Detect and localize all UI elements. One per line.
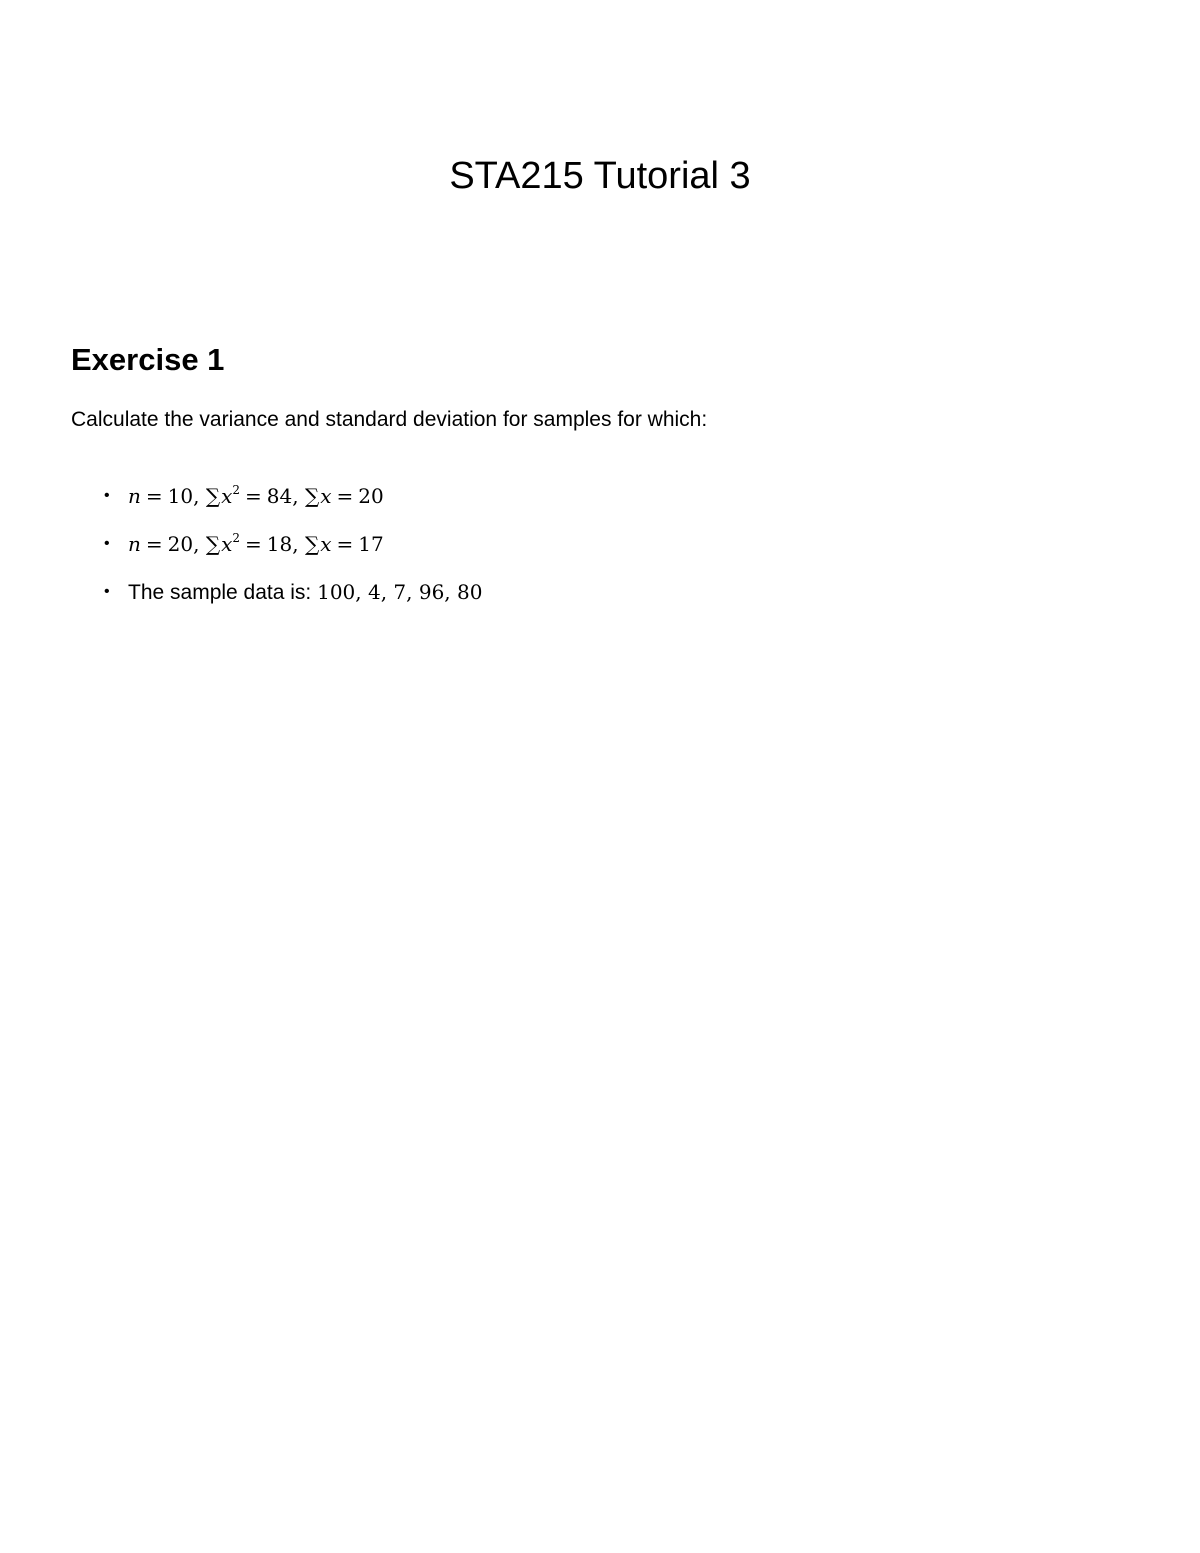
exponent: 2 xyxy=(232,531,241,545)
equals-sign: = xyxy=(336,484,354,508)
exponent: 2 xyxy=(232,483,241,497)
equals-sign: = xyxy=(145,532,163,556)
sum-x2-value: 84, xyxy=(266,484,299,508)
sum-x-value: 20 xyxy=(358,484,384,508)
n-value: 20, xyxy=(167,532,200,556)
x-symbol: x xyxy=(320,532,332,556)
sample-data-values: 100, 4, 7, 96, 80 xyxy=(317,580,483,604)
n-symbol: n xyxy=(128,532,141,556)
document-title: STA215 Tutorial 3 xyxy=(449,155,751,197)
sample-data-label: The sample data is: xyxy=(128,581,318,604)
n-value: 10, xyxy=(167,484,200,508)
bullet-icon: • xyxy=(104,583,110,600)
bullet-icon: • xyxy=(104,487,110,504)
sum-icon: ∑ xyxy=(304,532,320,556)
equals-sign: = xyxy=(245,484,262,508)
formula-sample-2 xyxy=(128,530,384,558)
sum-icon: ∑ xyxy=(205,532,221,556)
sample-data-line xyxy=(128,578,482,607)
exercise-heading: Exercise 1 xyxy=(71,342,225,377)
equals-sign: = xyxy=(145,484,163,508)
equals-sign: = xyxy=(245,532,262,556)
x-symbol: x xyxy=(221,532,233,556)
exercise-intro: Calculate the variance and standard deviation for samples for which: xyxy=(71,408,708,431)
x-symbol: x xyxy=(221,484,233,508)
sum-icon: ∑ xyxy=(205,484,221,508)
x-symbol: x xyxy=(320,484,332,508)
sum-x-value: 17 xyxy=(358,532,384,556)
formula-sample-1 xyxy=(128,482,384,510)
n-symbol: n xyxy=(128,484,141,508)
equals-sign: = xyxy=(336,532,354,556)
bullet-icon: • xyxy=(104,535,110,552)
sum-x2-value: 18, xyxy=(266,532,299,556)
sum-icon: ∑ xyxy=(304,484,320,508)
